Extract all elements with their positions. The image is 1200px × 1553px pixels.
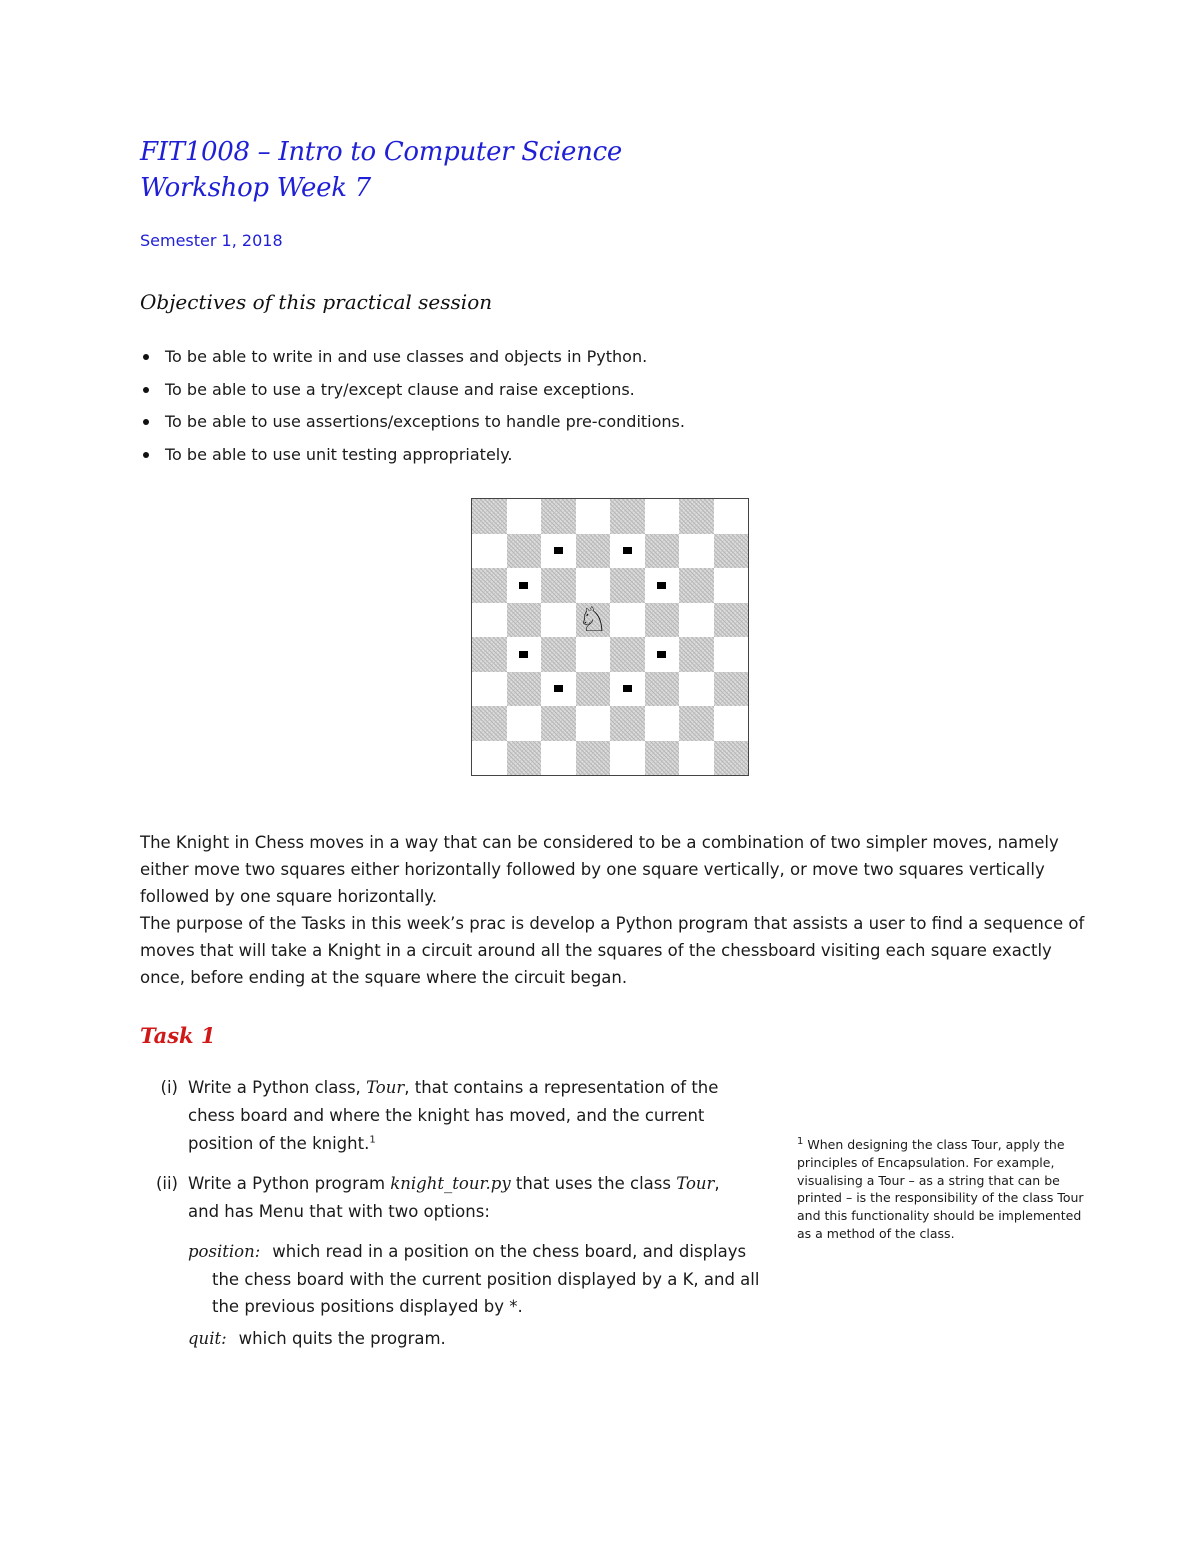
workshop-title: Workshop Week 7 bbox=[140, 173, 371, 203]
board-square bbox=[679, 672, 714, 707]
option-term: position: bbox=[188, 1242, 261, 1261]
board-square bbox=[576, 741, 611, 776]
task-1-heading: Task 1 bbox=[140, 1023, 216, 1048]
class-name: Tour bbox=[676, 1174, 715, 1193]
board-square bbox=[507, 741, 542, 776]
item-text-part: Write a Python class, bbox=[188, 1078, 367, 1097]
move-marker bbox=[519, 582, 528, 589]
board-square bbox=[541, 741, 576, 776]
course-title: FIT1008 – Intro to Computer Science bbox=[140, 137, 622, 167]
option-description: which quits the program. bbox=[238, 1329, 446, 1348]
board-square bbox=[714, 637, 749, 672]
board-square bbox=[679, 603, 714, 638]
objectives-list bbox=[140, 341, 685, 471]
item-text-part: , and has Menu that with two options: bbox=[188, 1174, 720, 1221]
board-square bbox=[714, 741, 749, 776]
board-square bbox=[472, 534, 507, 569]
board-square bbox=[645, 499, 680, 534]
move-marker bbox=[554, 547, 563, 554]
board-square bbox=[679, 637, 714, 672]
sidenote bbox=[797, 1136, 1087, 1243]
intro-paragraph: The Knight in Chess moves in a way that can be considered to be a combination of two simpler moves, namely either move two squares either horizontally followed by one square vertically, or move two squares vertically followed by one square horizontally. bbox=[140, 833, 1059, 907]
move-marker bbox=[657, 582, 666, 589]
board-square bbox=[541, 603, 576, 638]
board-square bbox=[507, 499, 542, 534]
option-term: quit: bbox=[188, 1329, 227, 1348]
board-square bbox=[645, 603, 680, 638]
board-square bbox=[472, 741, 507, 776]
knight-icon: ♘ bbox=[577, 599, 608, 640]
board-square bbox=[541, 637, 576, 672]
chessboard-figure bbox=[471, 498, 749, 776]
semester-label: Semester 1, 2018 bbox=[140, 231, 283, 250]
board-square bbox=[472, 637, 507, 672]
item-number: (i) bbox=[160, 1078, 178, 1097]
board-square bbox=[714, 706, 749, 741]
board-square bbox=[679, 499, 714, 534]
board-square bbox=[576, 534, 611, 569]
board-square bbox=[576, 499, 611, 534]
class-name: Tour bbox=[366, 1078, 405, 1097]
move-marker bbox=[657, 651, 666, 658]
board-square bbox=[472, 499, 507, 534]
board-square bbox=[714, 672, 749, 707]
board-square bbox=[679, 706, 714, 741]
board-square bbox=[576, 706, 611, 741]
footnote-ref: 1 bbox=[369, 1134, 376, 1146]
board-square bbox=[472, 603, 507, 638]
board-square bbox=[541, 568, 576, 603]
move-marker bbox=[554, 685, 563, 692]
menu-option-position bbox=[188, 1238, 772, 1321]
board-square bbox=[645, 534, 680, 569]
move-marker bbox=[623, 685, 632, 692]
item-text-part: that uses the class bbox=[510, 1174, 677, 1193]
objectives-heading: Objectives of this practical session bbox=[140, 290, 493, 314]
option-description: which read in a position on the chess board, and displays the chess board with the current position displayed by a K, and all the previous positions displayed by *. bbox=[212, 1242, 760, 1316]
board-square bbox=[472, 568, 507, 603]
board-square bbox=[714, 534, 749, 569]
board-square bbox=[576, 568, 611, 603]
sidenote-number: 1 bbox=[797, 1135, 804, 1147]
move-marker bbox=[519, 651, 528, 658]
board-square bbox=[679, 741, 714, 776]
item-text bbox=[188, 1170, 748, 1226]
board-square bbox=[507, 534, 542, 569]
board-square bbox=[610, 741, 645, 776]
board-square bbox=[610, 568, 645, 603]
board-square bbox=[610, 637, 645, 672]
board-square bbox=[610, 603, 645, 638]
board-square bbox=[541, 706, 576, 741]
board-square bbox=[610, 499, 645, 534]
board-square bbox=[472, 672, 507, 707]
board-square bbox=[645, 672, 680, 707]
program-name: knight_tour.py bbox=[390, 1174, 511, 1193]
board-square bbox=[679, 534, 714, 569]
item-text bbox=[188, 1074, 748, 1158]
item-text-part: , that contains a representation of the chess board and where the knight has moved, and the current position of the knight. bbox=[188, 1078, 719, 1153]
board-square bbox=[507, 603, 542, 638]
board-square bbox=[472, 706, 507, 741]
board-square bbox=[714, 568, 749, 603]
board-square bbox=[576, 672, 611, 707]
board-square bbox=[714, 499, 749, 534]
purpose-paragraph: The purpose of the Tasks in this week’s prac is develop a Python program that assists a user to find a sequence of moves that will take a Knight in a circuit around all the squares of the chessboard visiting each square exactly once, before ending at the square where the circuit began. bbox=[140, 914, 1085, 988]
objective-item: To be able to write in and use classes and objects in Python. bbox=[140, 341, 685, 374]
objective-item: To be able to use assertions/exceptions to handle pre-conditions. bbox=[140, 406, 685, 439]
menu-option-quit bbox=[188, 1325, 772, 1353]
board-square bbox=[714, 603, 749, 638]
board-square bbox=[541, 499, 576, 534]
board-square bbox=[679, 568, 714, 603]
item-number: (ii) bbox=[155, 1174, 178, 1193]
board-square bbox=[645, 741, 680, 776]
sidenote-text: When designing the class Tour, apply the principles of Encapsulation. For example, visualising a Tour – as a string that can be printed – is the responsibility of the class Tour and this functionality should be implemented as a method of the class. bbox=[797, 1137, 1084, 1241]
objective-item: To be able to use a try/except clause and raise exceptions. bbox=[140, 374, 685, 407]
board-square bbox=[507, 672, 542, 707]
board-square bbox=[610, 706, 645, 741]
board-square bbox=[645, 706, 680, 741]
item-text-part: Write a Python program bbox=[188, 1174, 391, 1193]
board-square bbox=[507, 706, 542, 741]
move-marker bbox=[623, 547, 632, 554]
objective-item: To be able to use unit testing appropriately. bbox=[140, 439, 685, 472]
board-square bbox=[576, 637, 611, 672]
